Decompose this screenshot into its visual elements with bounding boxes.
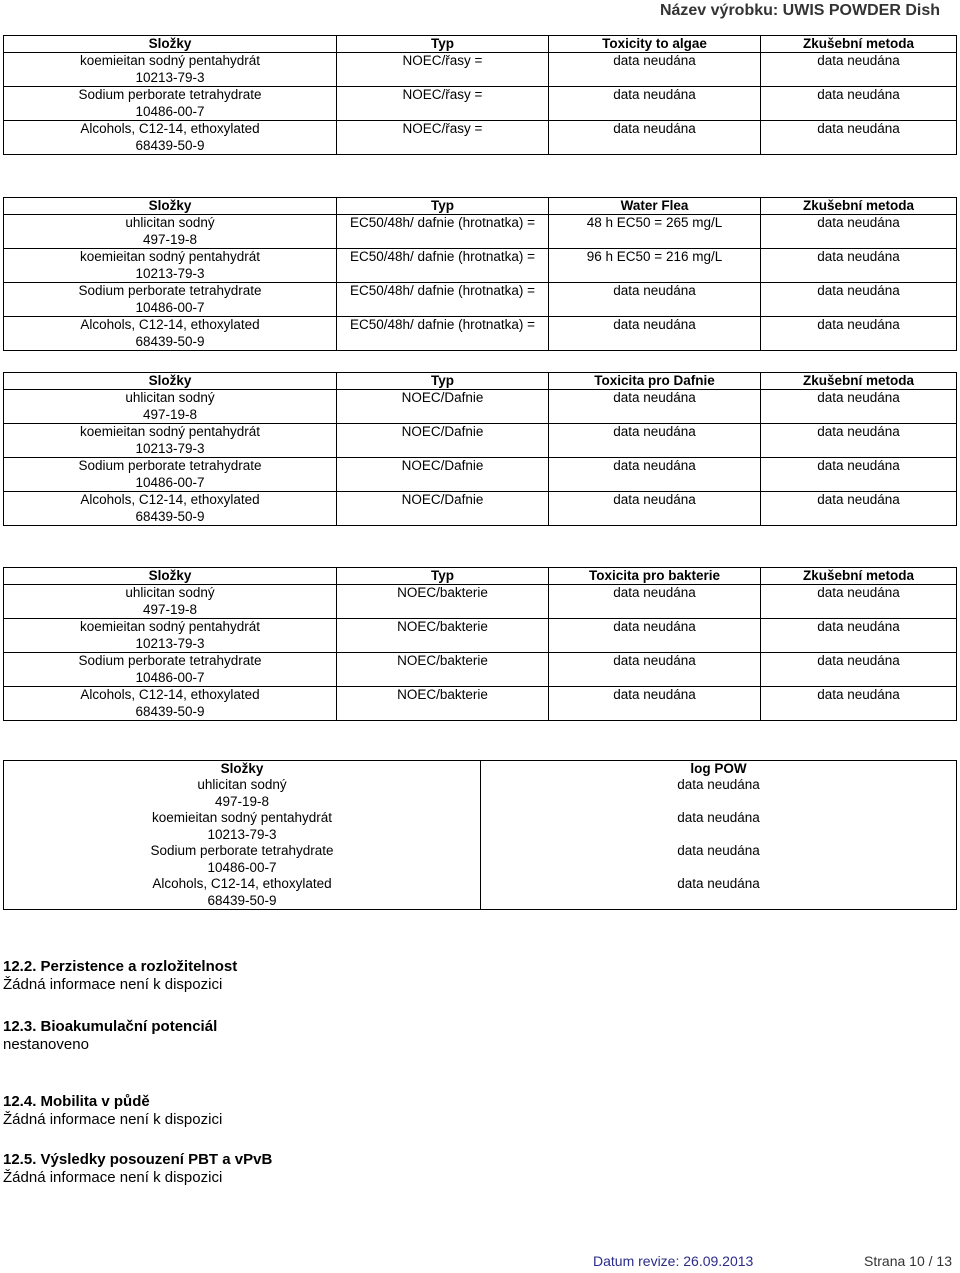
value-cell: data neudána (549, 458, 761, 492)
table-row (4, 249, 957, 283)
type-cell: NOEC/řasy = (337, 53, 549, 87)
section-mobility (3, 1093, 222, 1129)
section-text: Žádná informace není k dispozici (3, 1111, 223, 1128)
component-name: koemieitan sodný pentahydrát (79, 249, 261, 264)
cas-number: 68439-50-9 (135, 137, 205, 153)
component-cell (4, 121, 337, 155)
component-name: Alcohols, C12-14, ethoxylated (80, 317, 260, 332)
component-cell (4, 492, 337, 526)
section-bioaccumulation (3, 1018, 217, 1054)
header-log-pow: log POW (481, 761, 957, 778)
header-type: Typ (337, 568, 549, 585)
type-cell: NOEC/Dafnie (337, 424, 549, 458)
table-header-row (4, 761, 957, 778)
value-cell: data neudána (549, 390, 761, 424)
component-cell (4, 283, 337, 317)
type-cell: EC50/48h/ dafnie (hrotnatka) = (337, 283, 549, 317)
component-cell (4, 619, 337, 653)
section-title: 12.2. Perzistence a rozložitelnost (3, 958, 238, 975)
type-cell: NOEC/bakterie (337, 687, 549, 721)
cas-number: 10213-79-3 (135, 635, 205, 651)
component-name: Sodium perborate tetrahydrate (78, 87, 262, 102)
header-type: Typ (337, 373, 549, 390)
type-cell: NOEC/řasy = (337, 87, 549, 121)
type-cell: NOEC/bakterie (337, 585, 549, 619)
table-header-row (4, 36, 957, 53)
component-cell (4, 390, 337, 424)
component-name: Alcohols, C12-14, ethoxylated (152, 876, 332, 891)
component-cell (4, 215, 337, 249)
section-persistence (3, 958, 237, 994)
cas-number: 68439-50-9 (207, 892, 277, 908)
value-cell: data neudána (549, 687, 761, 721)
method-cell: data neudána (761, 215, 957, 249)
value-cell: data neudána (549, 619, 761, 653)
component-cell (4, 687, 337, 721)
component-cell (4, 810, 481, 843)
value-cell: data neudána (549, 87, 761, 121)
table-row (4, 653, 957, 687)
water-flea-table (3, 197, 957, 351)
method-cell: data neudána (761, 687, 957, 721)
method-cell: data neudána (761, 283, 957, 317)
method-cell: data neudána (761, 653, 957, 687)
value-cell: 48 h EC50 = 265 mg/L (549, 215, 761, 249)
value-cell: data neudána (549, 283, 761, 317)
value-cell: data neudána (481, 876, 957, 910)
product-name-header: Název výrobku: UWIS POWDER Dish (659, 2, 940, 19)
table-row (4, 843, 957, 876)
component-cell (4, 843, 481, 876)
header-value: Water Flea (549, 198, 761, 215)
method-cell: data neudána (761, 619, 957, 653)
header-components: Složky (4, 198, 337, 215)
table-row (4, 619, 957, 653)
header-method: Zkušební metoda (761, 198, 957, 215)
table-row (4, 876, 957, 910)
table-row (4, 458, 957, 492)
algae-toxicity-table (3, 35, 957, 155)
method-cell: data neudána (761, 424, 957, 458)
value-cell: data neudána (549, 317, 761, 351)
table-row (4, 121, 957, 155)
value-cell: data neudána (481, 843, 957, 876)
section-pbt-vpvb (3, 1151, 272, 1187)
method-cell: data neudána (761, 121, 957, 155)
table-row (4, 810, 957, 843)
cas-number: 10213-79-3 (135, 69, 205, 85)
header-components: Složky (4, 761, 481, 778)
component-name: koemieitan sodný pentahydrát (79, 53, 261, 68)
type-cell: NOEC/Dafnie (337, 492, 549, 526)
log-pow-table (3, 760, 957, 910)
header-method: Zkušební metoda (761, 373, 957, 390)
component-name: Sodium perborate tetrahydrate (78, 458, 262, 473)
component-name: Sodium perborate tetrahydrate (150, 843, 334, 858)
component-name: koemieitan sodný pentahydrát (79, 424, 261, 439)
table-header-row (4, 373, 957, 390)
method-cell: data neudána (761, 53, 957, 87)
component-cell (4, 653, 337, 687)
header-type: Typ (337, 36, 549, 53)
table-header-row (4, 198, 957, 215)
type-cell: NOEC/Dafnie (337, 390, 549, 424)
type-cell: NOEC/bakterie (337, 653, 549, 687)
header-components: Složky (4, 36, 337, 53)
table-row (4, 492, 957, 526)
table-row (4, 687, 957, 721)
component-cell (4, 87, 337, 121)
table-row (4, 87, 957, 121)
bacteria-toxicity-table (3, 567, 957, 721)
cas-number: 68439-50-9 (135, 333, 205, 349)
method-cell: data neudána (761, 317, 957, 351)
component-name: Alcohols, C12-14, ethoxylated (80, 121, 260, 136)
component-name: uhlicitan sodný (125, 585, 215, 600)
component-cell (4, 777, 481, 810)
table-header-row (4, 568, 957, 585)
method-cell: data neudána (761, 492, 957, 526)
section-text: Žádná informace není k dispozici (3, 976, 223, 993)
header-components: Složky (4, 568, 337, 585)
table-row (4, 215, 957, 249)
type-cell: NOEC/řasy = (337, 121, 549, 155)
component-name: koemieitan sodný pentahydrát (151, 810, 333, 825)
type-cell: EC50/48h/ dafnie (hrotnatka) = (337, 249, 549, 283)
value-cell: data neudána (549, 424, 761, 458)
section-title: 12.5. Výsledky posouzení PBT a vPvB (3, 1151, 273, 1168)
value-cell: data neudána (549, 585, 761, 619)
component-name: uhlicitan sodný (125, 390, 215, 405)
value-cell: data neudána (481, 777, 957, 810)
type-cell: NOEC/Dafnie (337, 458, 549, 492)
component-cell (4, 876, 481, 910)
cas-number: 497-19-8 (142, 406, 198, 422)
component-name: Sodium perborate tetrahydrate (78, 283, 262, 298)
method-cell: data neudána (761, 390, 957, 424)
cas-number: 10486-00-7 (135, 669, 205, 685)
header-method: Zkušební metoda (761, 36, 957, 53)
cas-number: 10213-79-3 (135, 440, 205, 456)
cas-number: 497-19-8 (142, 231, 198, 247)
cas-number: 68439-50-9 (135, 508, 205, 524)
header-type: Typ (337, 198, 549, 215)
method-cell: data neudána (761, 458, 957, 492)
header-method: Zkušební metoda (761, 568, 957, 585)
cas-number: 10213-79-3 (135, 265, 205, 281)
cas-number: 10486-00-7 (207, 859, 277, 875)
value-cell: data neudána (549, 53, 761, 87)
section-text: nestanoveno (3, 1036, 89, 1053)
component-cell (4, 424, 337, 458)
component-cell (4, 249, 337, 283)
table-row (4, 424, 957, 458)
value-cell: 96 h EC50 = 216 mg/L (549, 249, 761, 283)
value-cell: data neudána (549, 492, 761, 526)
cas-number: 10486-00-7 (135, 474, 205, 490)
component-cell (4, 317, 337, 351)
page-number: Strana 10 / 13 (864, 1253, 952, 1269)
component-cell (4, 53, 337, 87)
table-row (4, 585, 957, 619)
component-name: koemieitan sodný pentahydrát (79, 619, 261, 634)
table-row (4, 390, 957, 424)
section-title: 12.3. Bioakumulační potenciál (3, 1018, 218, 1035)
header-value: Toxicita pro bakterie (549, 568, 761, 585)
cas-number: 497-19-8 (142, 601, 198, 617)
value-cell: data neudána (481, 810, 957, 843)
header-value: Toxicity to algae (549, 36, 761, 53)
cas-number: 10213-79-3 (207, 826, 277, 842)
type-cell: NOEC/bakterie (337, 619, 549, 653)
type-cell: EC50/48h/ dafnie (hrotnatka) = (337, 215, 549, 249)
revision-date: Datum revize: 26.09.2013 (593, 1253, 754, 1269)
cas-number: 68439-50-9 (135, 703, 205, 719)
method-cell: data neudána (761, 585, 957, 619)
daphnia-noec-table (3, 372, 957, 526)
table-row (4, 317, 957, 351)
header-value: Toxicita pro Dafnie (549, 373, 761, 390)
cas-number: 10486-00-7 (135, 103, 205, 119)
component-cell (4, 585, 337, 619)
cas-number: 10486-00-7 (135, 299, 205, 315)
section-text: Žádná informace není k dispozici (3, 1169, 223, 1186)
component-name: uhlicitan sodný (197, 777, 287, 792)
type-cell: EC50/48h/ dafnie (hrotnatka) = (337, 317, 549, 351)
component-cell (4, 458, 337, 492)
component-name: Alcohols, C12-14, ethoxylated (80, 492, 260, 507)
table-row (4, 283, 957, 317)
component-name: uhlicitan sodný (125, 215, 215, 230)
header-components: Složky (4, 373, 337, 390)
method-cell: data neudána (761, 87, 957, 121)
value-cell: data neudána (549, 653, 761, 687)
method-cell: data neudána (761, 249, 957, 283)
component-name: Alcohols, C12-14, ethoxylated (80, 687, 260, 702)
table-row (4, 53, 957, 87)
table-row (4, 777, 957, 810)
section-title: 12.4. Mobilita v půdě (3, 1093, 150, 1110)
value-cell: data neudána (549, 121, 761, 155)
cas-number: 497-19-8 (214, 793, 270, 809)
component-name: Sodium perborate tetrahydrate (78, 653, 262, 668)
